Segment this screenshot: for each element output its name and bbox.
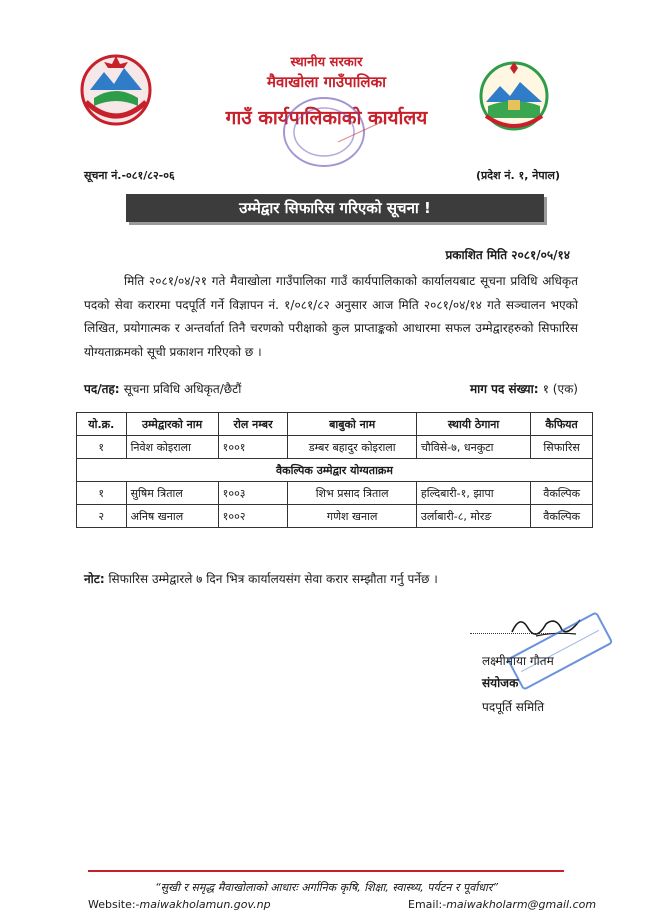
signatory-committee: पदपूर्ति समिति (482, 700, 545, 714)
footer-slogan: “सुखी र समृद्ध मैवाखोलाको आधारः अर्गानिक कृषि, शिक्षा, स्वास्थ्य, पर्यटन र पूर्वाधार” (154, 881, 499, 894)
cell: सिफारिस (531, 436, 593, 459)
cell: १००१ (218, 436, 288, 459)
header-line-3: गाउँ कार्यपालिकाको कार्यालय (225, 107, 428, 129)
header-line-1: स्थानीय सरकार (290, 55, 363, 70)
col-header: कैफियत (531, 413, 593, 436)
cell: निवेश कोइराला (126, 436, 218, 459)
website-link[interactable]: maiwakholamun.gov.np (139, 898, 271, 911)
notice-number: सूचना नं.-०८१/८२-०६ (84, 169, 175, 182)
note-text: सिफारिस उम्मेद्वारले ७ दिन भित्र कार्यालयसंग सेवा करार सम्झौता गर्नु पर्नेछ । (108, 572, 438, 586)
footer-email (408, 898, 596, 911)
post-value: सूचना प्रविधि अधिकृत/छैटौं (123, 382, 242, 396)
published-date: प्रकाशित मिति २०८१/०५/१४ (445, 248, 570, 262)
cell: डम्बर बहादुर कोइराला (288, 436, 416, 459)
footer-website (88, 898, 271, 911)
col-header: यो.क्र. (77, 413, 127, 436)
demand-count (470, 380, 578, 397)
website-label: Website:- (88, 898, 140, 911)
note-label: नोट: (84, 572, 105, 586)
cell: १ (77, 436, 127, 459)
col-header: बाबुको नाम (288, 413, 416, 436)
notice-title: उम्मेद्वार सिफारिस गरिएको सूचना ! (126, 194, 544, 222)
table-row (77, 482, 593, 505)
cell: वैकल्पिक (531, 482, 593, 505)
cell: १००३ (218, 482, 288, 505)
cell: वैकल्पिक (531, 505, 593, 528)
signatory-role: संयोजक (482, 676, 519, 690)
col-header: उम्मेद्वारको नाम (126, 413, 218, 436)
cell: सुषिम त्रिताल (126, 482, 218, 505)
email-link[interactable]: maiwakholarm@gmail.com (446, 898, 597, 911)
post-row (84, 380, 578, 397)
candidates-table (76, 412, 593, 528)
cell: उर्लाबारी-८, मोरङ (416, 505, 530, 528)
header-line-2: मैवाखोला गाउँपालिका (266, 73, 387, 91)
alt-title-row (77, 459, 593, 482)
cell: गणेश खनाल (288, 505, 416, 528)
table-row (77, 436, 593, 459)
note (84, 570, 438, 587)
demand-value: १ (एक) (542, 382, 578, 396)
footer-divider (88, 870, 564, 872)
email-label: Email:- (408, 898, 447, 911)
table-header-row (77, 413, 593, 436)
cell: १ (77, 482, 127, 505)
cell: चौविसे-७, धनकुटा (416, 436, 530, 459)
signatory-name: लक्ष्मीमाया गौतम (482, 654, 554, 668)
province-label: (प्रदेश नं. १, नेपाल) (476, 169, 560, 182)
table-row (77, 505, 593, 528)
cell: शिभ प्रसाद त्रिताल (288, 482, 416, 505)
cell: २ (77, 505, 127, 528)
notice-body: मिति २०८१/०४/२१ गते मैवाखोला गाउँपालिका गाउँ कार्यपालिकाको कार्यालयबाट सूचना प्रविधि अधिकृत पदको सेवा करारमा पदपूर्ति गर्ने विज्ञापन नं. १/०८१/८२ अनुसार आज मिति २०८१/०४/१४ गते सञ्चालन भएको लिखित, प्रयोगात्मक र अन्तर्वार्ता तिनै चरणको परीक्षाको कुल प्राप्ताङ्कको आधारमा सफल उम्मेद्वारहरुको सिफारिस योग्यताक्रमको सूची प्रकाशन गरिएको छ । (84, 274, 578, 359)
cell: अनिष खनाल (126, 505, 218, 528)
cell: १००२ (218, 505, 288, 528)
col-header: स्थायी ठेगाना (416, 413, 530, 436)
alt-title: वैकल्पिक उम्मेद्वार योग्यताक्रम (77, 459, 593, 482)
col-header: रोल नम्बर (218, 413, 288, 436)
cell: हल्दिबारी-१, झापा (416, 482, 530, 505)
demand-label: माग पद संख्या: (469, 382, 539, 396)
office-stamp (268, 94, 392, 168)
post-label: पद/तह: (84, 382, 120, 396)
